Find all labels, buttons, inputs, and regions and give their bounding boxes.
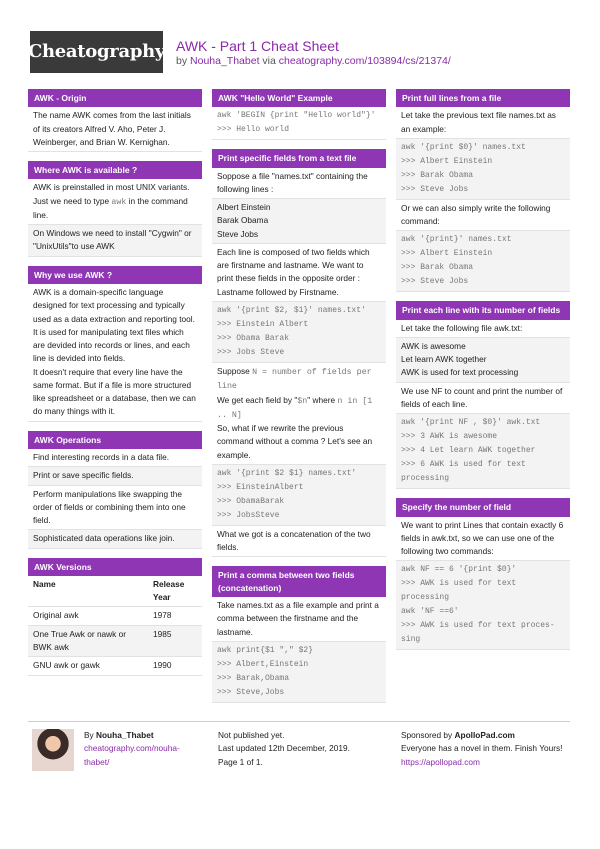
- section-versions: [28, 558, 202, 676]
- byline-via: via: [262, 55, 276, 67]
- cheatography-logo[interactable]: Cheatography: [30, 31, 163, 73]
- table-cell: 1978: [148, 607, 202, 625]
- code-line: awk 'NF ==6': [401, 607, 459, 617]
- code-line: >>> Barak Obama: [401, 170, 474, 180]
- list-item: Print or save specific fields.: [28, 467, 202, 485]
- table-row: [28, 607, 202, 625]
- table-cell: One True Awk or nawk or BWK awk: [28, 625, 148, 657]
- section-title: Print full lines from a file: [396, 89, 570, 107]
- column-header: Release Year: [148, 576, 202, 607]
- suppose-line: [217, 365, 381, 394]
- code-block: [396, 561, 570, 650]
- section-text: Take names.txt as a file example and print a comma between the firstname and the lastname.: [212, 597, 386, 642]
- list-item: Steve Jobs: [217, 228, 259, 239]
- paragraph: AWK is a domain-specific language designed for text processing and typically used as a data extraction and reporting tool. It is used for manipulating text files which are devided into records or lines, and each line is devided into fields.: [33, 287, 195, 364]
- code-line: >>> JobsSteve: [217, 510, 280, 520]
- code-block: [396, 414, 570, 489]
- section-operations: [28, 431, 202, 549]
- section-line-numbers: [396, 301, 570, 489]
- section-title: Print each line with its number of fields: [396, 301, 570, 319]
- column-header: Name: [28, 576, 148, 607]
- code-block: [396, 231, 570, 292]
- sheet-url-link[interactable]: cheatography.com/103894/cs/21374/: [278, 55, 451, 67]
- sponsor-label: Sponsored by: [401, 730, 453, 740]
- text-part: We get each field by ": [217, 394, 298, 405]
- code-line: >>> ObamaBarak: [217, 496, 285, 506]
- section-title: AWK Operations: [28, 431, 202, 449]
- section-title: Print a comma between two fields (concatenation): [212, 566, 386, 597]
- code-line: >>> Steve Jobs: [401, 277, 469, 287]
- section-text: Let take the following file awk.txt:: [396, 320, 570, 338]
- section-title: Where AWK is available ?: [28, 161, 202, 179]
- section-title: Why we use AWK ?: [28, 266, 202, 284]
- code-line: >>> AWK is used for text proces-sing: [401, 621, 555, 645]
- sponsor-link[interactable]: https://apollopad.com: [401, 756, 480, 767]
- text-part: in the command line.: [33, 195, 188, 220]
- section-why: [28, 266, 202, 422]
- lines-list: [396, 338, 570, 383]
- inline-code: awk: [111, 197, 127, 207]
- code-line: >>> 4 Let learn AWK together: [401, 446, 536, 456]
- page-number: Page 1 of 1.: [218, 756, 263, 767]
- column-2: [212, 89, 386, 712]
- section-specific-fields: [212, 149, 386, 557]
- column-3: [396, 89, 570, 659]
- author-profile-link[interactable]: cheatography.com/nouha-thabet/: [84, 743, 180, 767]
- section-title: Print specific fields from a text file: [212, 149, 386, 167]
- list-item: AWK is used for text processing: [401, 367, 519, 378]
- table-header-row: [28, 576, 202, 607]
- text-part: " where: [307, 394, 338, 405]
- code-line: awk '{print}' names.txt: [401, 235, 512, 245]
- footer-sponsor: [401, 729, 571, 769]
- footer-byline: [84, 729, 194, 742]
- list-item: Find interesting records in a data file.: [28, 449, 202, 467]
- names-list: [212, 199, 386, 244]
- list-item: AWK is awesome: [401, 340, 466, 351]
- code-line: >>> Barak,Obama: [217, 673, 290, 683]
- field-line: [217, 394, 381, 423]
- footer-author: [84, 729, 194, 769]
- author-avatar: [32, 729, 74, 771]
- code-line: >>> Albert,Einstein: [217, 659, 309, 669]
- list-item: Barak Obama: [217, 215, 269, 226]
- table-cell: Original awk: [28, 607, 148, 625]
- versions-table: [28, 576, 202, 676]
- byline-by: by: [176, 55, 188, 67]
- code-line: >>> Steve Jobs: [401, 184, 469, 194]
- inline-code: N = number of fields per line: [217, 368, 372, 392]
- table-cell: 1985: [148, 625, 202, 657]
- code-line: >>> Obama Barak: [217, 334, 290, 344]
- section-title: AWK Versions: [28, 558, 202, 576]
- column-1: [28, 89, 202, 685]
- section-title: AWK "Hello World" Example: [212, 89, 386, 107]
- section-origin: [28, 89, 202, 152]
- code-line: >>> EinsteinAlbert: [217, 482, 304, 492]
- list-item: Let learn AWK together: [401, 354, 487, 365]
- author-link[interactable]: Nouha_Thabet: [190, 55, 260, 67]
- section-text: What we got is a concatenation of the two fields.: [212, 526, 386, 558]
- footer: [28, 721, 570, 767]
- section-full-lines: [396, 89, 570, 292]
- code-line: >>> Steve,Jobs: [217, 687, 285, 697]
- code-line: >>> Albert Einstein: [401, 156, 493, 166]
- code-line: >>> Einstein Albert: [217, 320, 309, 330]
- section-text: Or we can also simply write the following command:: [396, 200, 570, 232]
- section-hello-world: [212, 89, 386, 140]
- header: [27, 31, 570, 75]
- list-item: Perform manipulations like swapping the order of fields or combining them into one field.: [28, 486, 202, 531]
- footer-status: [218, 729, 350, 769]
- page-title: AWK - Part 1 Cheat Sheet: [176, 38, 339, 54]
- code-block: [212, 107, 386, 140]
- inline-code: $n: [297, 396, 308, 406]
- publish-status: Not published yet.: [218, 730, 285, 740]
- code-line: >>> Hello world: [217, 125, 290, 135]
- code-block: [212, 642, 386, 703]
- section-text: We use NF to count and print the number of fields of each line.: [396, 383, 570, 415]
- paragraph: It doesn't require that every line have the same format. But if a file is more structured like spreadsheet or a database, then we can do many things with it.: [33, 366, 196, 417]
- table-row: [28, 657, 202, 675]
- code-block: [212, 302, 386, 363]
- last-updated: Last updated 12th December, 2019.: [218, 743, 350, 754]
- footer-author-name: Nouha_Thabet: [96, 730, 154, 740]
- code-line: awk '{print $2 $1} names.txt': [217, 468, 357, 478]
- section-comma: [212, 566, 386, 702]
- section-text: [28, 284, 202, 422]
- table-row: [28, 625, 202, 657]
- table-cell: GNU awk or gawk: [28, 657, 148, 675]
- code-line: awk NF == 6 '{print $0}': [401, 565, 517, 575]
- list-item: Sophisticated data operations like join.: [28, 530, 202, 548]
- table-cell: 1990: [148, 657, 202, 675]
- section-text: Each line is composed of two fields which are firstname and lastname. We want to print these fields in the opposite order : Lastname followed by Firstname.: [212, 244, 386, 302]
- sponsor-name: ApolloPad.com: [454, 730, 515, 740]
- code-block: [396, 139, 570, 200]
- code-line: awk '{print $0}' names.txt: [401, 142, 526, 152]
- code-block: [212, 465, 386, 526]
- code-line: >>> Barak Obama: [401, 263, 474, 273]
- sponsor-line: [401, 729, 571, 742]
- list-item: Albert Einstein: [217, 202, 271, 213]
- code-line: >>> AWK is used for text processing: [401, 579, 517, 603]
- section-text: [212, 363, 386, 465]
- code-line: >>> 6 AWK is used for text processing: [401, 460, 526, 484]
- footer-by: By: [84, 730, 94, 740]
- section-text: [28, 179, 202, 225]
- section-title: AWK - Origin: [28, 89, 202, 107]
- section-text: On Windows we need to install "Cygwin" or "UnixUtils"to use AWK: [28, 225, 202, 257]
- code-line: >>> 3 AWK is awesome: [401, 432, 498, 442]
- inline-code: n in [1 .. N]: [217, 396, 373, 420]
- text-part: Suppose: [217, 366, 253, 377]
- section-title: Specify the number of field: [396, 498, 570, 516]
- sponsor-tagline: Everyone has a novel in them. Finish Yours!: [401, 743, 563, 754]
- section-text: Soppose a file "names.txt" containing the following lines :: [212, 168, 386, 200]
- text-part: AWK is preinstalled in most UNIX variants. Just we need to type: [33, 182, 190, 206]
- section-text: We want to print Lines that contain exactly 6 fields in awk.txt, so we can use one of the following two commands:: [396, 517, 570, 562]
- byline: [176, 53, 451, 70]
- section-available: [28, 161, 202, 257]
- section-text: Let take the previous text file names.txt as an example:: [396, 107, 570, 139]
- code-line: >>> Albert Einstein: [401, 249, 493, 259]
- paragraph: So, what if we rewrite the previous command without a comma ? Let's see an example.: [217, 423, 373, 460]
- code-line: >>> Jobs Steve: [217, 348, 285, 358]
- code-line: awk 'BEGIN {print "Hello world"}': [217, 111, 376, 121]
- code-line: awk '{print $2, $1}' names.txt': [217, 306, 366, 316]
- section-specify-fields: [396, 498, 570, 650]
- code-line: awk '{print NF , $0}' awk.txt: [401, 418, 541, 428]
- section-text: The name AWK comes from the last initials of its creators Alfred V. Aho, Peter J. Weinberger, and Brian W. Kernighan.: [28, 107, 202, 152]
- code-line: awk print{$1 "," $2}: [217, 645, 314, 655]
